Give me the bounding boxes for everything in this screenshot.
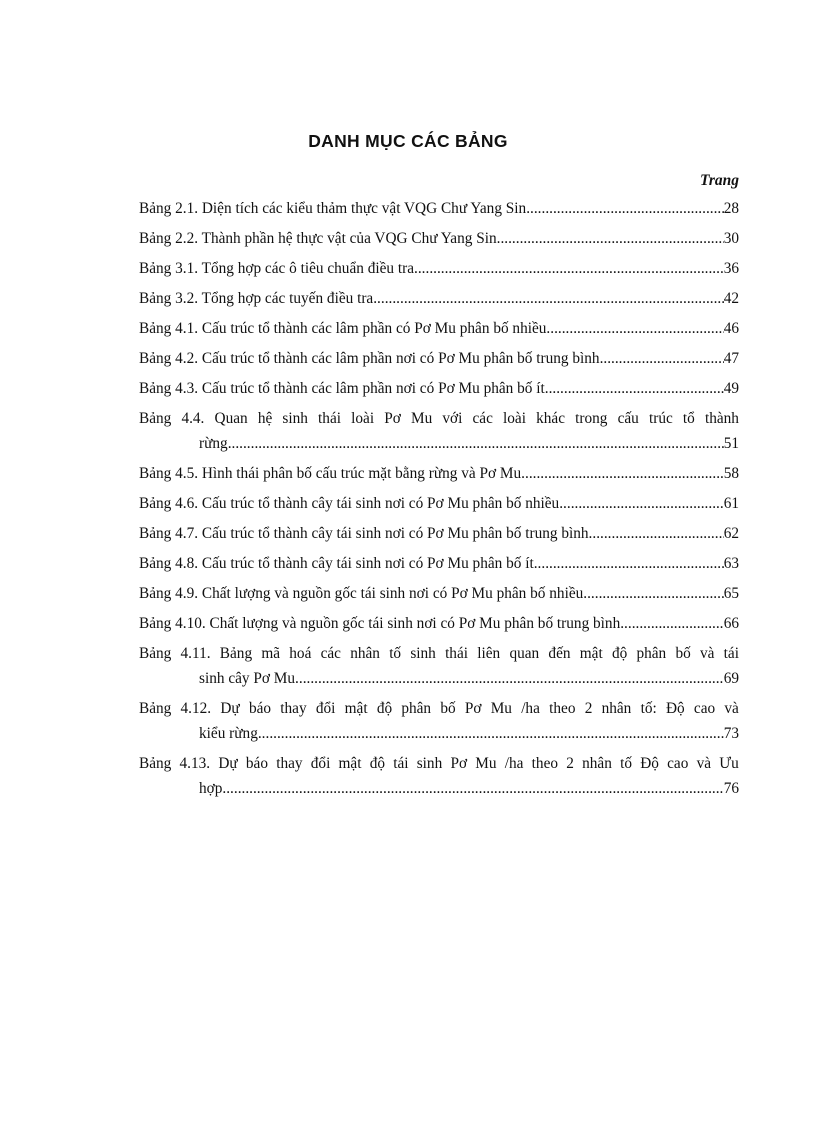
entry-text: Bảng 3.2. Tổng hợp các tuyến điều tra: [139, 290, 374, 307]
entry-word: Bảng: [139, 645, 172, 662]
dot-leader: [600, 346, 724, 371]
entry-text: Bảng 3.1. Tổng hợp các ô tiêu chuẩn điều tra: [139, 260, 415, 277]
entry-word: 4.4.: [181, 410, 205, 427]
entry-page: 47: [723, 350, 739, 367]
entry-word: mật: [579, 645, 603, 662]
entry-page: 63: [723, 555, 739, 572]
entry-word: cao: [667, 755, 689, 772]
entry-word: 2: [584, 700, 593, 717]
entry-word: sinh: [282, 410, 308, 427]
entry-word: /ha: [504, 755, 524, 772]
entry-text: Bảng 4.6. Cấu trúc tổ thành cây tái sinh nơi có Pơ Mu phân bố nhiều: [139, 495, 560, 512]
dot-leader: [534, 551, 724, 576]
entry-word: tố: [389, 645, 402, 662]
entry-page: 28: [723, 200, 739, 217]
entry-word: bố: [440, 700, 456, 717]
entry-word: đổi: [315, 700, 336, 717]
table-list: [139, 196, 739, 806]
list-item: [139, 581, 739, 606]
entry-word: các: [472, 410, 493, 427]
entry-page: 30: [723, 230, 739, 247]
entry-word: khác: [536, 410, 566, 427]
entry-page: 65: [723, 585, 739, 602]
dot-leader: [373, 286, 723, 311]
entry-word: Dự: [218, 755, 238, 772]
entry-word: tố:: [640, 700, 657, 717]
dot-leader: [589, 521, 724, 546]
entry-word: Độ: [665, 700, 685, 717]
list-item: [139, 406, 739, 456]
entry-word: 4.12.: [180, 700, 212, 717]
entry-word: độ: [376, 700, 393, 717]
entry-text: Bảng 4.9. Chất lượng và nguồn gốc tái sinh nơi có Pơ Mu phân bố nhiều: [139, 585, 584, 602]
entry-word: Mu: [410, 410, 433, 427]
list-item: [139, 196, 739, 221]
dot-leader: [258, 721, 724, 746]
entry-word: các: [320, 645, 341, 662]
entry-word: Pơ: [384, 410, 401, 427]
entry-word: và: [699, 645, 715, 662]
entry-page: 69: [723, 670, 739, 687]
entry-word: mật: [338, 755, 362, 772]
entry-word: Bảng: [139, 410, 172, 427]
entry-word: thành: [704, 410, 739, 427]
entry-word: Bảng: [139, 700, 172, 717]
entry-word: quan: [509, 645, 540, 662]
entry-word: hệ: [257, 410, 273, 427]
entry-text-continuation: kiểu rừng: [199, 725, 258, 742]
list-item: [139, 696, 739, 746]
dot-leader: [521, 461, 724, 486]
entry-word: loài: [503, 410, 526, 427]
entry-word: bố: [675, 645, 691, 662]
list-item: [139, 226, 739, 251]
entry-page: 36: [723, 260, 739, 277]
entry-text: Bảng 4.2. Cấu trúc tổ thành các lâm phần nơi có Pơ Mu phân bố trung bình: [139, 350, 600, 367]
entry-page: 66: [723, 615, 739, 632]
list-item: [139, 286, 739, 311]
entry-word: 4.11.: [180, 645, 211, 662]
entry-word: độ: [369, 755, 385, 772]
entry-word: tố: [620, 755, 632, 772]
dot-leader: [497, 226, 724, 251]
entry-word: và: [696, 755, 712, 772]
entry-word: mật: [344, 700, 368, 717]
entry-text-continuation: rừng: [199, 435, 228, 452]
entry-word: và: [724, 700, 739, 717]
entry-page: 61: [723, 495, 739, 512]
entry-text: Bảng 4.1. Cấu trúc tổ thành các lâm phần có Pơ Mu phân bố nhiều: [139, 320, 547, 337]
entry-justified-line: [139, 406, 739, 431]
dot-leader: [222, 776, 723, 801]
dot-leader: [583, 581, 723, 606]
entry-text: Bảng 4.8. Cấu trúc tổ thành cây tái sinh nơi có Pơ Mu phân bố ít: [139, 555, 534, 572]
entry-text-continuation: hợp: [199, 780, 223, 797]
entry-text: Bảng 2.2. Thành phần hệ thực vật của VQG Chư Yang Sin: [139, 230, 497, 247]
list-item: [139, 461, 739, 486]
entry-word: Bảng: [139, 755, 172, 772]
list-item: [139, 641, 739, 691]
entry-word: thái: [445, 645, 469, 662]
entry-word: sinh: [410, 645, 436, 662]
entry-word: với: [442, 410, 463, 427]
dot-leader: [546, 316, 723, 341]
entry-word: Dự: [220, 700, 240, 717]
entry-word: 2: [566, 755, 574, 772]
entry-text-continuation: sinh cây Pơ Mu: [199, 670, 296, 687]
entry-word: Mu: [490, 700, 512, 717]
entry-page: 49: [723, 380, 739, 397]
entry-page: 51: [723, 435, 739, 452]
entry-word: tái: [723, 645, 739, 662]
entry-word: 4.13.: [179, 755, 211, 772]
entry-word: loài: [351, 410, 375, 427]
entry-text: Bảng 4.3. Cấu trúc tổ thành các lâm phần nơi có Pơ Mu phân bố ít: [139, 380, 545, 397]
entry-word: nhân: [350, 645, 380, 662]
entry-word: Độ: [640, 755, 659, 772]
entry-justified-line: [139, 751, 739, 776]
list-item: [139, 491, 739, 516]
entry-word: Mu: [475, 755, 497, 772]
list-item: [139, 256, 739, 281]
entry-word: trúc: [648, 410, 673, 427]
page-title: DANH MỤC CÁC BẢNG: [308, 131, 508, 151]
entry-word: phân: [636, 645, 667, 662]
entry-word: theo: [531, 755, 559, 772]
dot-leader: [295, 666, 724, 691]
entry-word: theo: [549, 700, 576, 717]
entry-word: nhân: [582, 755, 612, 772]
entry-word: báo: [245, 755, 268, 772]
entry-word: thái: [318, 410, 341, 427]
entry-word: thay: [280, 700, 307, 717]
entry-word: trong: [575, 410, 608, 427]
list-item: [139, 346, 739, 371]
entry-word: Ưu: [719, 755, 739, 772]
entry-word: mã: [261, 645, 281, 662]
entry-justified-line: [139, 641, 739, 666]
entry-word: phân: [401, 700, 432, 717]
list-item: [139, 751, 739, 801]
entry-justified-line: [139, 696, 739, 721]
entry-word: cao: [693, 700, 716, 717]
entry-word: Bảng: [219, 645, 253, 662]
list-item: [139, 611, 739, 636]
dot-leader: [620, 611, 723, 636]
entry-word: báo: [248, 700, 272, 717]
entry-word: Pơ: [450, 755, 468, 772]
list-item: [139, 521, 739, 546]
list-item: [139, 376, 739, 401]
entry-word: Quan: [214, 410, 248, 427]
dot-leader: [228, 431, 724, 456]
entry-word: độ: [611, 645, 628, 662]
entry-page: 62: [723, 525, 739, 542]
list-item: [139, 316, 739, 341]
entry-page: 42: [723, 290, 739, 307]
entry-text: Bảng 4.7. Cấu trúc tổ thành cây tái sinh nơi có Pơ Mu phân bố trung bình: [139, 525, 589, 542]
dot-leader: [526, 196, 724, 221]
entry-text: Bảng 2.1. Diện tích các kiểu thảm thực vật VQG Chư Yang Sin: [139, 200, 527, 217]
entry-word: tổ: [682, 410, 695, 427]
dot-leader: [545, 376, 724, 401]
entry-text: Bảng 4.5. Hình thái phân bố cấu trúc mặt bằng rừng và Pơ Mu: [139, 465, 522, 482]
dot-leader: [559, 491, 723, 516]
entry-word: liên: [477, 645, 501, 662]
entry-page: 76: [723, 780, 739, 797]
entry-word: đến: [548, 645, 571, 662]
entry-word: hoá: [289, 645, 312, 662]
entry-page: 46: [723, 320, 739, 337]
entry-word: nhân: [601, 700, 632, 717]
entry-word: cấu: [617, 410, 639, 427]
entry-word: tái: [393, 755, 409, 772]
entry-word: đổi: [310, 755, 331, 772]
page-column-label: Trang: [699, 172, 739, 189]
entry-word: /ha: [521, 700, 540, 717]
list-item: [139, 551, 739, 576]
entry-word: Pơ: [464, 700, 482, 717]
dot-leader: [414, 256, 724, 281]
entry-word: thay: [276, 755, 303, 772]
entry-page: 73: [723, 725, 739, 742]
entry-word: sinh: [416, 755, 443, 772]
entry-page: 58: [723, 465, 739, 482]
entry-text: Bảng 4.10. Chất lượng và nguồn gốc tái sinh nơi có Pơ Mu phân bố trung bình: [139, 615, 621, 632]
